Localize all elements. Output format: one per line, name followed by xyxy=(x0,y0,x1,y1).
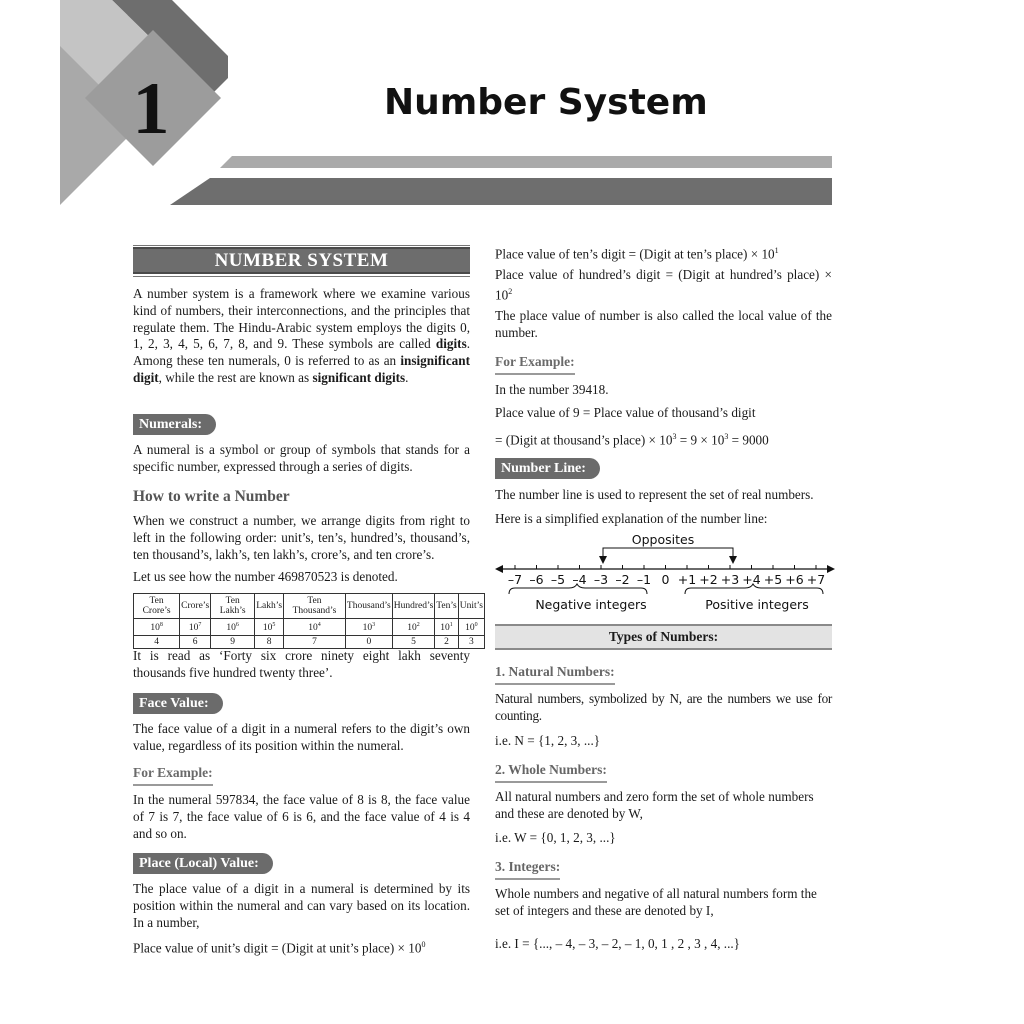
number-line-text-1: The number line is used to represent the set of real numbers. xyxy=(495,487,814,502)
tick-label: –5 xyxy=(550,572,566,587)
table-digit-cell: 5 xyxy=(392,635,435,649)
local-value-text: The place value of number is also called the local value of the number. xyxy=(495,308,832,340)
face-example-label: For Example: xyxy=(133,765,213,781)
axis-arrow-left xyxy=(495,565,503,573)
tick-label: +5 xyxy=(763,572,783,587)
hundreds-place-formula: Place value of hundred’s digit = (Digit at hundred’s place) × $10^2$ xyxy=(495,267,832,303)
table-power-cell: $10^8$ xyxy=(134,619,180,636)
opposites-arrow-left xyxy=(599,556,607,564)
face-example-text: In the numeral 597834, the face value of 8 is 8, the face value of 7 is 7, the face value of 6 is 6, and the face value of 4 is 4 and so on. xyxy=(133,792,470,841)
number-line-heading: Number Line: xyxy=(495,458,600,479)
table-power-cell: $10^6$ xyxy=(211,619,255,636)
place-example-3: = (Digit at thousand’s place) × $10^3 = 9 \times 10^3 = 9000$ xyxy=(495,432,769,448)
table-header-cell: Ten Thousand’s xyxy=(284,594,346,619)
whole-numbers-heading: 2. Whole Numbers: xyxy=(495,762,607,778)
place-example-label: For Example: xyxy=(495,354,575,370)
table-digit-cell: 8 xyxy=(255,635,284,649)
table-digit-cell: 7 xyxy=(284,635,346,649)
tens-place-formula: Place value of ten’s digit = (Digit at ten’s place) × $10^1$ xyxy=(495,246,779,262)
natural-numbers-heading: 1. Natural Numbers: xyxy=(495,664,615,680)
tick-label: –7 xyxy=(507,572,523,587)
natural-numbers-text: Natural numbers, symbolized by N, are the numbers we use for counting. xyxy=(495,691,832,723)
table-power-cell: $10^3$ xyxy=(345,619,392,636)
table-digit-cell: 3 xyxy=(458,635,484,649)
numerals-heading: Numerals: xyxy=(133,414,216,435)
whole-numbers-text: All natural numbers and zero form the set of whole numbers and these are denoted by W, xyxy=(495,789,814,821)
integers-text: Whole numbers and negative of all natural numbers form the set of integers and these are denoted by I, xyxy=(495,886,817,918)
how-to-write-text: When we construct a number, we arrange digits from right to left in the following order: unit’s, ten’s, hundred’s, thousand’s, ten thousand’s, lakh’s, ten lakh’s, crore’s, and ten crore’s. xyxy=(133,513,470,562)
table-power-cell: $10^0$ xyxy=(458,619,484,636)
table-header-cell: Unit’s xyxy=(458,594,484,619)
table-digit-cell: 4 xyxy=(134,635,180,649)
tick-label: +4 xyxy=(742,572,761,587)
types-of-numbers-heading: Types of Numbers: xyxy=(608,629,719,644)
tick-label: +3 xyxy=(720,572,740,587)
denoted-text: Let us see how the number 469870523 is denoted. xyxy=(133,569,398,584)
header-thin-rule xyxy=(220,156,832,168)
tick-label: +6 xyxy=(785,572,804,587)
table-header-cell: Ten Crore’s xyxy=(134,594,180,619)
tick-label: –3 xyxy=(593,572,609,587)
table-header-cell: Ten’s xyxy=(435,594,458,619)
place-value-heading: Place (Local) Value: xyxy=(133,853,273,874)
tick-label: –4 xyxy=(572,572,587,587)
whole-numbers-set: i.e. W = {0, 1, 2, 3, ...} xyxy=(495,830,616,845)
tick-label: –6 xyxy=(529,572,544,587)
types-of-numbers-bar xyxy=(495,624,832,650)
face-value-text: The face value of a digit in a numeral refers to the digit’s own value, regardless of its position within the numeral. xyxy=(133,721,470,753)
read-as-text: It is read as ‘Forty six crore ninety eight lakh seventy thousands five hundred twenty three’. xyxy=(133,648,470,680)
integers-set: i.e. I = {..., – 4, – 3, – 2, – 1, 0, 1 , 2 , 3 , 4, ...} xyxy=(495,936,741,951)
numerals-text: A numeral is a symbol or group of symbols that stands for a specific number, expressed through a series of digits. xyxy=(133,442,470,474)
place-example-1: In the number 39418. xyxy=(495,382,609,397)
table-power-cell: $10^1$ xyxy=(435,619,458,636)
tick-label: –2 xyxy=(615,572,630,587)
intro-paragraph: A number system is a framework where we examine various kind of numbers, their interconnections, and the principles that regulate them. The Hindu-Arabic system employs the digits 0, 1, 2, 3, 4, 5, 6, 7, 8, and 9. These symbols are called digits. Among these ten numerals, 0 is referred to as an insignificant digit, while the rest are known as significant digits. xyxy=(133,286,470,385)
number-line-text-2: Here is a simplified explanation of the number line: xyxy=(495,511,768,526)
table-header-cell: Crore’s xyxy=(180,594,211,619)
table-digit-cell: 0 xyxy=(345,635,392,649)
table-header-cell: Hundred’s xyxy=(392,594,435,619)
table-power-cell: $10^5$ xyxy=(255,619,284,636)
tick-label: +1 xyxy=(677,572,697,587)
section-banner-title: NUMBER SYSTEM xyxy=(214,250,389,271)
tick-label: +2 xyxy=(699,572,718,587)
tick-label: –1 xyxy=(636,572,652,587)
number-line-diagram xyxy=(495,530,835,615)
integers-heading: 3. Integers: xyxy=(495,859,560,875)
natural-numbers-set: i.e. N = {1, 2, 3, ...} xyxy=(495,733,601,748)
table-power-cell: $10^4$ xyxy=(284,619,346,636)
face-value-heading: Face Value: xyxy=(133,693,223,714)
table-power-cell: $10^2$ xyxy=(392,619,435,636)
opposites-bracket xyxy=(603,548,733,558)
chapter-number: 1 xyxy=(132,68,170,150)
positive-integers-label: Positive integers xyxy=(705,597,809,612)
tick-label: 0 xyxy=(661,572,670,587)
axis-arrow-right xyxy=(827,565,835,573)
table-header-cell: Thousand’s xyxy=(345,594,392,619)
place-example-2: Place value of 9 = Place value of thousand’s digit xyxy=(495,405,756,420)
opposites-arrow-right xyxy=(729,556,737,564)
how-to-write-heading: How to write a Number xyxy=(133,488,290,505)
unit-place-formula: Place value of unit’s digit = (Digit at unit’s place) × $10^0$ xyxy=(133,940,426,956)
chapter-title: Number System xyxy=(384,82,708,123)
negative-integers-label: Negative integers xyxy=(535,597,647,612)
tick-label: +7 xyxy=(806,572,826,587)
section-banner xyxy=(133,245,470,277)
table-digit-cell: 9 xyxy=(211,635,255,649)
opposites-label: Opposites xyxy=(631,532,695,547)
table-header-cell: Lakh’s xyxy=(255,594,284,619)
table-power-cell: $10^7$ xyxy=(180,619,211,636)
table-digit-cell: 2 xyxy=(435,635,458,649)
place-value-text: The place value of a digit in a numeral is determined by its position within the numeral and can vary based on its location. In a number, xyxy=(133,881,470,930)
place-value-table xyxy=(133,593,485,649)
table-header-cell: Ten Lakh’s xyxy=(211,594,255,619)
header-thick-rule xyxy=(170,178,832,205)
table-digit-cell: 6 xyxy=(180,635,211,649)
